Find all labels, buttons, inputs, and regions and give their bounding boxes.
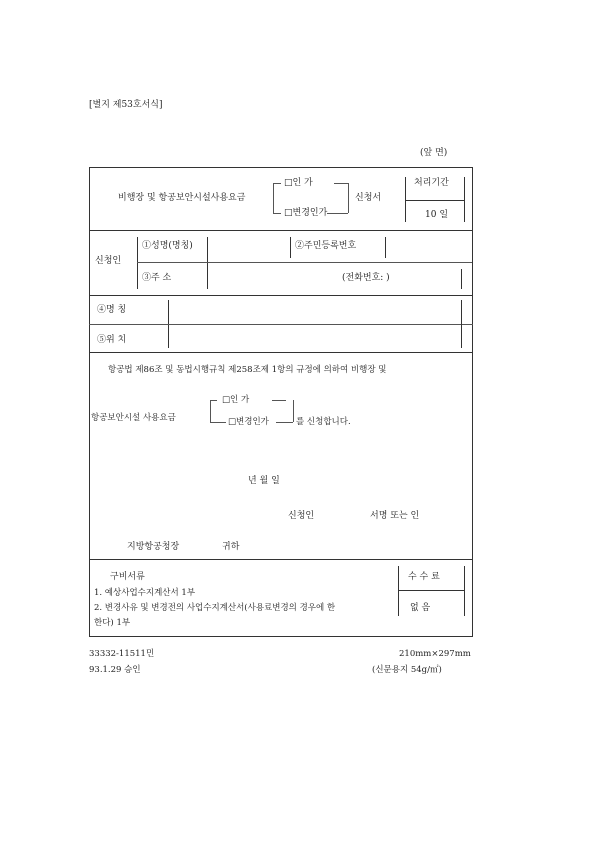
frame-divider — [89, 295, 473, 296]
frame-left-border — [89, 167, 90, 636]
bracket-line — [210, 400, 211, 422]
required-document-2-cont: 한다) 1부 — [94, 618, 131, 628]
addressee: 지방항공청장 — [127, 542, 180, 552]
form-code: 33332-11511민 — [89, 649, 155, 659]
facility-row-divider — [89, 324, 473, 325]
facility-location-label: ⑤위 치 — [97, 335, 127, 345]
applicant-column-divider — [290, 237, 291, 258]
statement-line-2-prefix: 항공보안시설 사용요금 — [91, 413, 176, 423]
statement-line-2-suffix: 를 신청합니다. — [296, 417, 351, 427]
bracket-line — [273, 183, 281, 184]
frame-right-border — [472, 167, 473, 636]
honorific: 귀하 — [222, 542, 240, 552]
name-label: ①성명(명칭) — [142, 241, 193, 251]
paper-type: (신문용지 54g/㎡) — [372, 665, 442, 675]
fee-value: 없 음 — [410, 603, 431, 613]
bracket-line — [348, 183, 349, 213]
address-label: ③주 소 — [142, 273, 172, 283]
applicant-column-divider — [461, 269, 462, 289]
rrn-label: ②주민등록번호 — [295, 241, 357, 251]
processing-period-value: 10 일 — [425, 210, 449, 220]
applicant-column-divider — [137, 237, 138, 289]
fee-box-border — [398, 566, 399, 616]
bracket-line — [273, 183, 274, 213]
processing-box-border — [464, 177, 465, 222]
frame-divider — [89, 352, 473, 353]
required-document-1: 1. 예상사업수지계산서 1부 — [94, 588, 196, 598]
fee-label: 수 수 료 — [408, 572, 440, 582]
option-change-approval: □변경인가 — [284, 208, 328, 218]
frame-bottom-border — [89, 636, 473, 637]
frame-divider — [89, 559, 473, 560]
bracket-line — [276, 422, 293, 423]
frame-top-border — [89, 167, 473, 168]
facility-column-divider — [461, 300, 462, 348]
date-field: 년 월 일 — [248, 476, 280, 486]
option-approval: □인 가 — [284, 178, 313, 188]
statement-option-approval: □인 가 — [222, 395, 250, 405]
applicant-column-divider — [207, 237, 208, 289]
bracket-line — [272, 400, 286, 401]
frame-divider — [89, 230, 473, 231]
form-title-prefix: 비행장 및 항공보안시설사용요금 — [118, 193, 246, 203]
applicant-row-divider — [137, 262, 472, 263]
phone-label: (전화번호: ) — [342, 273, 390, 283]
fee-box-border — [464, 566, 465, 616]
fee-box-divider — [398, 590, 464, 591]
bracket-line — [273, 213, 281, 214]
bracket-line — [210, 400, 217, 401]
bracket-line — [327, 213, 348, 214]
statement-line-1: 항공법 제86조 및 동법시행규칙 제258조제 1항의 규정에 의하여 비행장 및 — [108, 365, 387, 375]
page-side-label: (앞 면) — [420, 148, 448, 158]
bracket-line — [293, 400, 294, 422]
applicant-signer-label: 신청인 — [288, 511, 315, 521]
required-documents-label: 구비서류 — [110, 572, 145, 582]
applicant-section-label: 신청인 — [95, 256, 122, 266]
statement-option-change: □변경인가 — [228, 417, 269, 427]
applicant-column-divider — [385, 237, 386, 258]
approval-date: 93.1.29 승인 — [89, 665, 141, 675]
bracket-line — [334, 183, 348, 184]
processing-box-divider — [405, 200, 464, 201]
signature-label: 서명 또는 인 — [370, 511, 420, 521]
bracket-line — [210, 422, 226, 423]
form-title-suffix: 신청서 — [355, 193, 382, 203]
processing-period-label: 처리기간 — [414, 178, 449, 188]
facility-name-label: ④명 칭 — [97, 305, 127, 315]
form-number: [별지 제53호서식] — [89, 100, 163, 110]
required-document-2: 2. 변경사유 및 변경전의 사업수지계산서(사용료변경의 경우에 한 — [94, 603, 336, 613]
paper-size: 210mm×297mm — [399, 649, 471, 659]
